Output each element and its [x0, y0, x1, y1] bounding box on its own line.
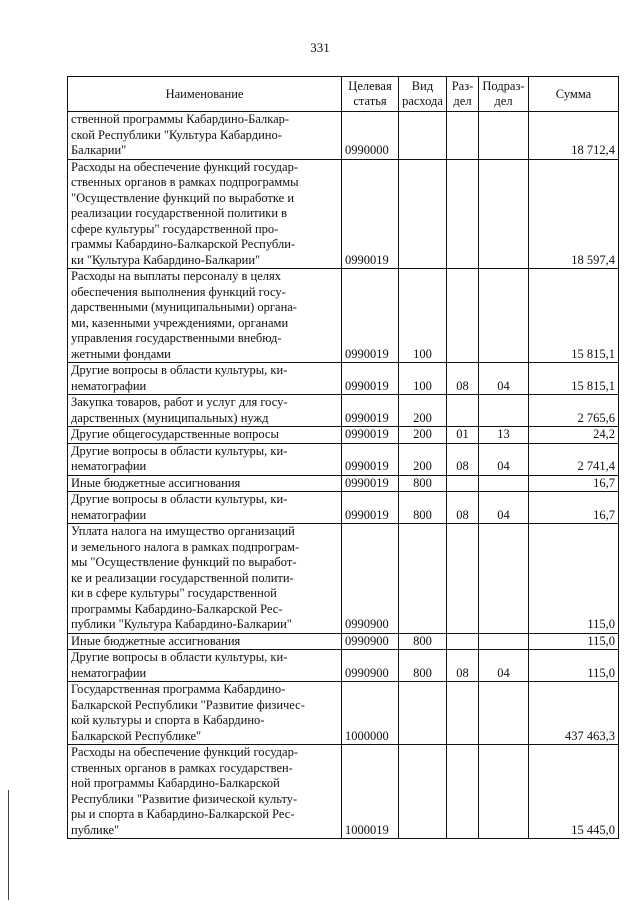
table-row — [68, 112, 619, 160]
cell-target-article: 0990019 — [342, 475, 399, 492]
budget-table — [67, 76, 619, 839]
header-expense-type: Вид расхода — [399, 77, 447, 112]
cell-target-article: 0990019 — [342, 492, 399, 524]
cell-section: 08 — [447, 443, 479, 475]
header-target-article: Целевая статья — [342, 77, 399, 112]
cell-amount: 16,7 — [529, 475, 619, 492]
table-row — [68, 475, 619, 492]
cell-amount: 15 815,1 — [529, 269, 619, 363]
cell-name: Иные бюджетные ассигнования — [68, 475, 342, 492]
table-row — [68, 363, 619, 395]
header-subsection: Подраз- дел — [479, 77, 529, 112]
cell-target-article: 1000019 — [342, 745, 399, 839]
cell-expense-type: 800 — [399, 650, 447, 682]
cell-expense-type: 200 — [399, 395, 447, 427]
cell-name: Другие вопросы в области культуры, ки- нематографии — [68, 363, 342, 395]
cell-expense-type — [399, 524, 447, 634]
cell-target-article: 0990900 — [342, 524, 399, 634]
cell-subsection — [479, 475, 529, 492]
cell-subsection: 13 — [479, 427, 529, 444]
cell-target-article: 1000000 — [342, 682, 399, 745]
cell-section — [447, 159, 479, 269]
table-row — [68, 492, 619, 524]
table-row — [68, 682, 619, 745]
cell-name: Уплата налога на имущество организаций и земельного налога в рамках подпрограм- мы "Осуществление функций по выработ- ке и реализации государственной полити- ки в сфере культуры" государственной программы Кабардино-Балкарской Рес- публики "Культура Кабардино-Балкарии" — [68, 524, 342, 634]
cell-subsection — [479, 395, 529, 427]
cell-expense-type — [399, 112, 447, 160]
cell-expense-type — [399, 159, 447, 269]
cell-amount: 2 741,4 — [529, 443, 619, 475]
header-name: Наименование — [68, 77, 342, 112]
cell-expense-type: 100 — [399, 269, 447, 363]
table-row — [68, 443, 619, 475]
cell-subsection — [479, 159, 529, 269]
cell-subsection — [479, 112, 529, 160]
cell-subsection: 04 — [479, 650, 529, 682]
cell-subsection — [479, 682, 529, 745]
cell-expense-type: 200 — [399, 427, 447, 444]
cell-target-article: 0990019 — [342, 363, 399, 395]
cell-subsection: 04 — [479, 443, 529, 475]
cell-amount: 115,0 — [529, 633, 619, 650]
cell-section — [447, 269, 479, 363]
cell-subsection: 04 — [479, 363, 529, 395]
table-row — [68, 650, 619, 682]
cell-subsection — [479, 633, 529, 650]
cell-amount: 15 815,1 — [529, 363, 619, 395]
cell-name: Иные бюджетные ассигнования — [68, 633, 342, 650]
table-row — [68, 269, 619, 363]
table-row — [68, 633, 619, 650]
cell-subsection — [479, 524, 529, 634]
cell-target-article: 0990000 — [342, 112, 399, 160]
cell-section — [447, 682, 479, 745]
cell-name: ственной программы Кабардино-Балкар- ской Республики "Культура Кабардино- Балкарии" — [68, 112, 342, 160]
cell-expense-type — [399, 682, 447, 745]
cell-amount: 2 765,6 — [529, 395, 619, 427]
cell-section — [447, 745, 479, 839]
header-amount: Сумма — [529, 77, 619, 112]
cell-target-article: 0990019 — [342, 269, 399, 363]
cell-section: 08 — [447, 492, 479, 524]
cell-section — [447, 475, 479, 492]
cell-expense-type: 800 — [399, 633, 447, 650]
cell-name: Расходы на выплаты персоналу в целях обеспечения выполнения функций госу- дарственными (муниципальными) органа- ми, казенными учреждениями, органами управления государственными внебюд- жетными фондами — [68, 269, 342, 363]
cell-name: Расходы на обеспечение функций государ- ственных органов в рамках государствен- ной программы Кабардино-Балкарской Республики "Развитие физической культу- ры и спорта в Кабардино-Балкарской Рес- публике" — [68, 745, 342, 839]
cell-target-article: 0990019 — [342, 159, 399, 269]
cell-section — [447, 524, 479, 634]
cell-expense-type: 800 — [399, 492, 447, 524]
table-row — [68, 427, 619, 444]
cell-subsection: 04 — [479, 492, 529, 524]
cell-section — [447, 633, 479, 650]
cell-section: 08 — [447, 650, 479, 682]
cell-name: Расходы на обеспечение функций государ- ственных органов в рамках подпрограммы "Осуществление функций по выработке и реализации государственной политики в сфере культуры" государственной про- граммы Кабардино-Балкарской Республи- ки "Культура Кабардино-Балкарии" — [68, 159, 342, 269]
cell-amount: 24,2 — [529, 427, 619, 444]
cell-name: Закупка товаров, работ и услуг для госу- дарственных (муниципальных) нужд — [68, 395, 342, 427]
cell-amount: 18 712,4 — [529, 112, 619, 160]
cell-section — [447, 395, 479, 427]
table-row — [68, 524, 619, 634]
cell-expense-type — [399, 745, 447, 839]
cell-amount: 437 463,3 — [529, 682, 619, 745]
cell-amount: 15 445,0 — [529, 745, 619, 839]
cell-target-article: 0990019 — [342, 427, 399, 444]
cell-expense-type: 800 — [399, 475, 447, 492]
cell-name: Другие вопросы в области культуры, ки- нематографии — [68, 443, 342, 475]
cell-expense-type: 100 — [399, 363, 447, 395]
left-margin-line — [8, 790, 9, 900]
header-section: Раз- дел — [447, 77, 479, 112]
cell-section: 08 — [447, 363, 479, 395]
cell-target-article: 0990900 — [342, 650, 399, 682]
cell-target-article: 0990019 — [342, 443, 399, 475]
cell-name: Другие вопросы в области культуры, ки- нематографии — [68, 650, 342, 682]
page-number: 331 — [310, 40, 330, 55]
cell-subsection — [479, 745, 529, 839]
cell-section — [447, 112, 479, 160]
cell-section: 01 — [447, 427, 479, 444]
table-row — [68, 159, 619, 269]
table-row — [68, 745, 619, 839]
cell-name: Другие вопросы в области культуры, ки- нематографии — [68, 492, 342, 524]
cell-subsection — [479, 269, 529, 363]
cell-name: Государственная программа Кабардино- Балкарской Республики "Развитие физичес- кой культуры и спорта в Кабардино- Балкарской Республике" — [68, 682, 342, 745]
cell-target-article: 0990900 — [342, 633, 399, 650]
cell-amount: 16,7 — [529, 492, 619, 524]
cell-amount: 115,0 — [529, 650, 619, 682]
cell-expense-type: 200 — [399, 443, 447, 475]
table-header-row — [68, 77, 619, 112]
cell-name: Другие общегосударственные вопросы — [68, 427, 342, 444]
table-row — [68, 395, 619, 427]
cell-target-article: 0990019 — [342, 395, 399, 427]
cell-amount: 115,0 — [529, 524, 619, 634]
cell-amount: 18 597,4 — [529, 159, 619, 269]
table-body — [68, 112, 619, 839]
